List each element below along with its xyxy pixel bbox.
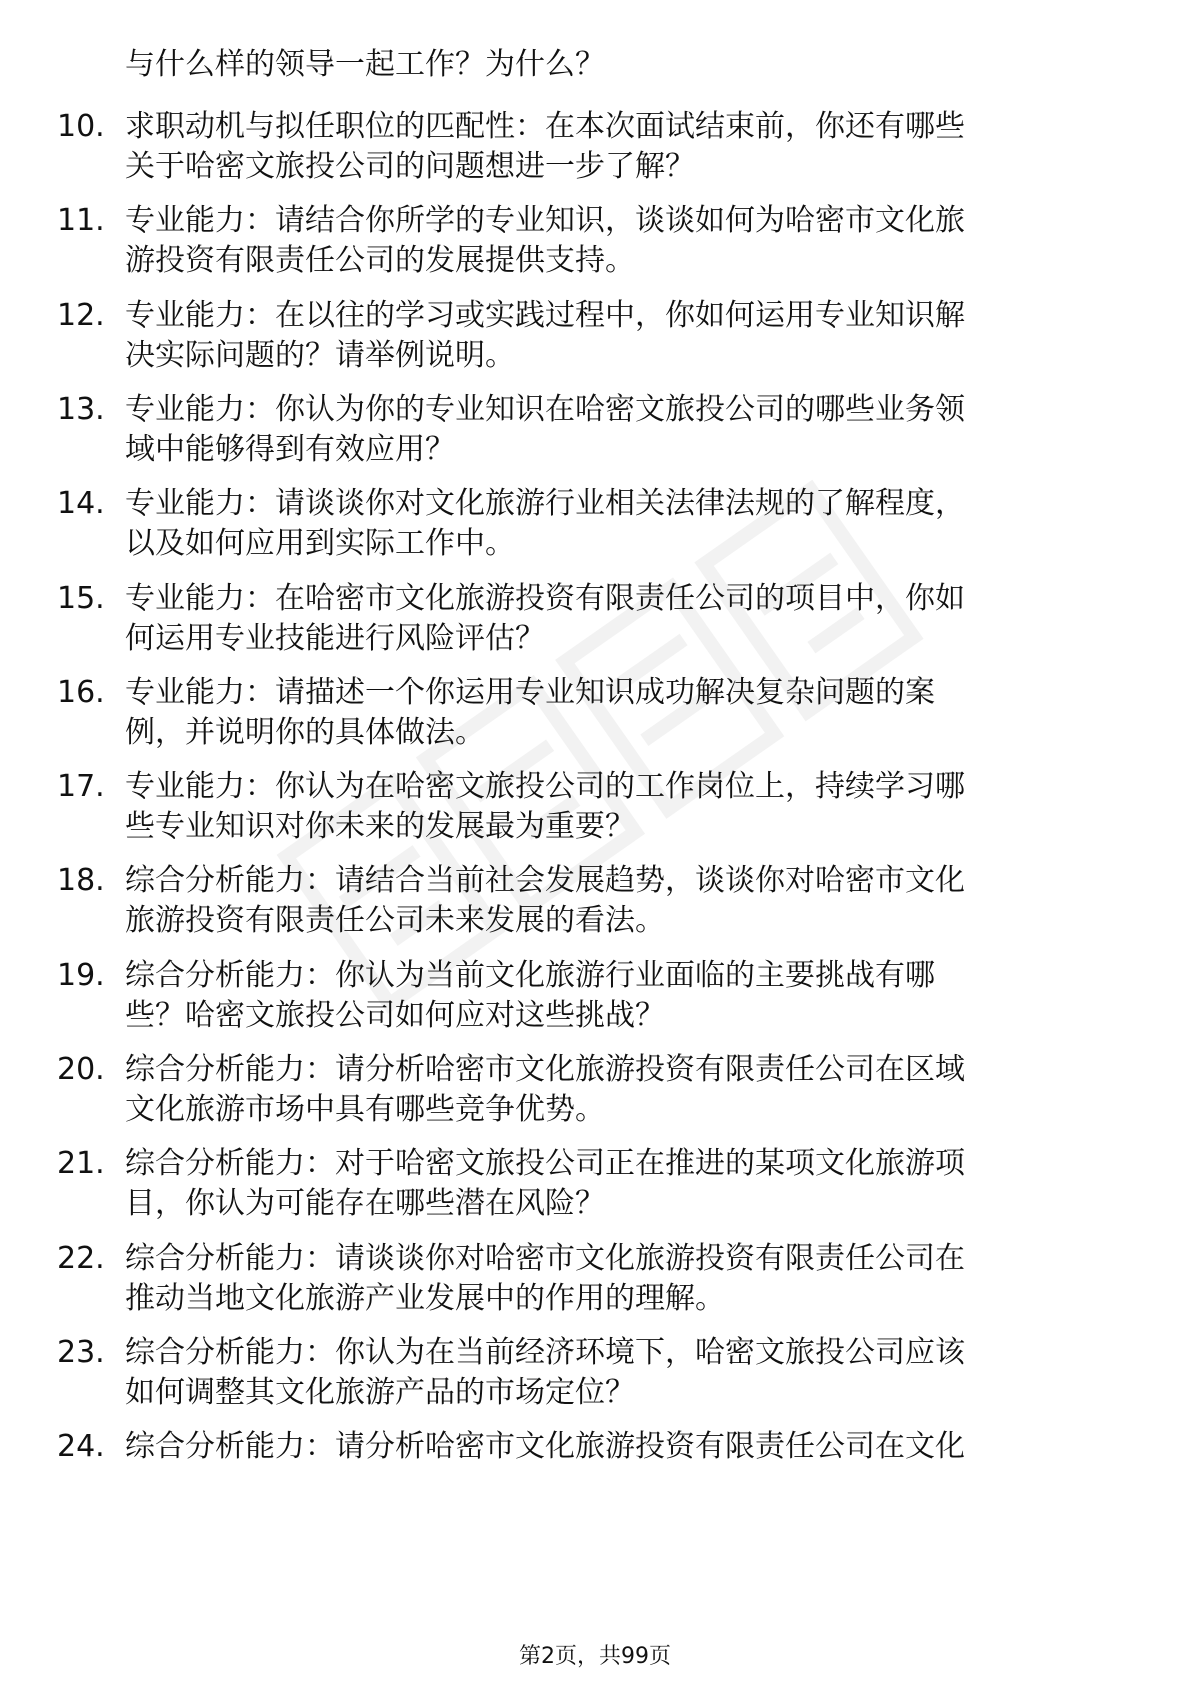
question-number: 13. (57, 391, 105, 427)
question-text (125, 673, 1125, 753)
question-number: 23. (57, 1334, 105, 1370)
question-number: 10. (57, 109, 105, 144)
question-text-line: 综合分析能力：请谈谈你对哈密市文化旅游投资有限责任公司在 (125, 1240, 965, 1276)
question-text-line: 些专业知识对你未来的发展最为重要？ (125, 809, 635, 845)
question-text-line: 专业能力：在以往的学习或实践过程中，你如何运用专业知识解 (125, 297, 965, 333)
question-text (125, 861, 1125, 941)
question-text-line: 推动当地文化旅游产业发展中的作用的理解。 (125, 1280, 725, 1316)
question-text (125, 1050, 1125, 1130)
question-number: 14. (57, 486, 105, 522)
question-text-line: 文化旅游市场中具有哪些竞争优势。 (125, 1092, 605, 1127)
question-text-line: 以及如何应用到实际工作中。 (125, 526, 515, 562)
question-text (125, 1239, 1125, 1319)
question-text-line: 专业能力：请谈谈你对文化旅游行业相关法律法规的了解程度， (125, 486, 965, 522)
question-text (125, 1144, 1125, 1224)
question-text (125, 107, 1125, 187)
question-text-line: 如何调整其文化旅游产品的市场定位？ (125, 1374, 635, 1410)
page-number: 第2页，共99页 (519, 1644, 671, 1669)
question-text (125, 201, 1125, 281)
question-text-line: 目，你认为可能存在哪些潜在风险？ (125, 1186, 605, 1222)
question-number: 19. (57, 957, 105, 993)
question-number: 22. (57, 1240, 105, 1276)
question-text-line: 求职动机与拟任职位的匹配性：在本次面试结束前，你还有哪些 (125, 109, 965, 144)
question-number: 18. (57, 863, 105, 899)
question-number: 20. (57, 1052, 105, 1087)
question-text-line: 专业能力：请结合你所学的专业知识，谈谈如何为哈密市文化旅 (125, 203, 965, 239)
question-number: 11. (57, 203, 105, 239)
question-text (125, 1427, 1125, 1467)
question-text-line: 决实际问题的？请举例说明。 (125, 337, 515, 373)
question-text-line: 综合分析能力：请分析哈密市文化旅游投资有限责任公司在文化 (125, 1429, 965, 1465)
question-number: 16. (57, 674, 105, 710)
question-text (125, 767, 1125, 847)
question-text-line: 专业能力：在哈密市文化旅游投资有限责任公司的项目中，你如 (125, 580, 965, 616)
question-number: 17. (57, 769, 105, 805)
question-text-line: 域中能够得到有效应用？ (125, 431, 455, 467)
question-number: 15. (57, 580, 105, 616)
question-text (125, 484, 1125, 564)
question-text-line: 关于哈密文旅投公司的问题想进一步了解？ (125, 149, 695, 184)
question-text-line: 例，并说明你的具体做法。 (125, 714, 485, 750)
question-text (125, 579, 1125, 659)
question-text (125, 390, 1125, 470)
question-number: 24. (57, 1429, 105, 1465)
question-text-line: 专业能力：请描述一个你运用专业知识成功解决复杂问题的案 (125, 674, 935, 710)
question-text (125, 296, 1125, 376)
question-text-line: 综合分析能力：请分析哈密市文化旅游投资有限责任公司在区域 (125, 1052, 965, 1087)
question-text-line: 专业能力：你认为你的专业知识在哈密文旅投公司的哪些业务领 (125, 391, 965, 427)
question-text-line: 旅游投资有限责任公司未来发展的看法。 (125, 903, 665, 939)
question-text-line: 综合分析能力：你认为在当前经济环境下，哈密文旅投公司应该 (125, 1334, 965, 1370)
question-text-line: 综合分析能力：请结合当前社会发展趋势，谈谈你对哈密市文化 (125, 863, 965, 899)
question-text-line: 综合分析能力：对于哈密文旅投公司正在推进的某项文化旅游项 (125, 1146, 965, 1182)
question-text-line: 些？哈密文旅投公司如何应对这些挑战？ (125, 997, 665, 1033)
question-number: 12. (57, 297, 105, 333)
question-text (125, 1333, 1125, 1413)
question-number: 21. (57, 1146, 105, 1182)
question-text-line: 游投资有限责任公司的发展提供支持。 (125, 243, 635, 279)
question-text-line: 何运用专业技能进行风险评估？ (125, 620, 545, 656)
question-text-line: 综合分析能力：你认为当前文化旅游行业面临的主要挑战有哪 (125, 957, 935, 993)
question-text-line: 专业能力：你认为在哈密文旅投公司的工作岗位上，持续学习哪 (125, 769, 965, 805)
continued-question-text: 与什么样的领导一起工作？为什么？ (125, 47, 605, 82)
question-text (125, 956, 1125, 1036)
